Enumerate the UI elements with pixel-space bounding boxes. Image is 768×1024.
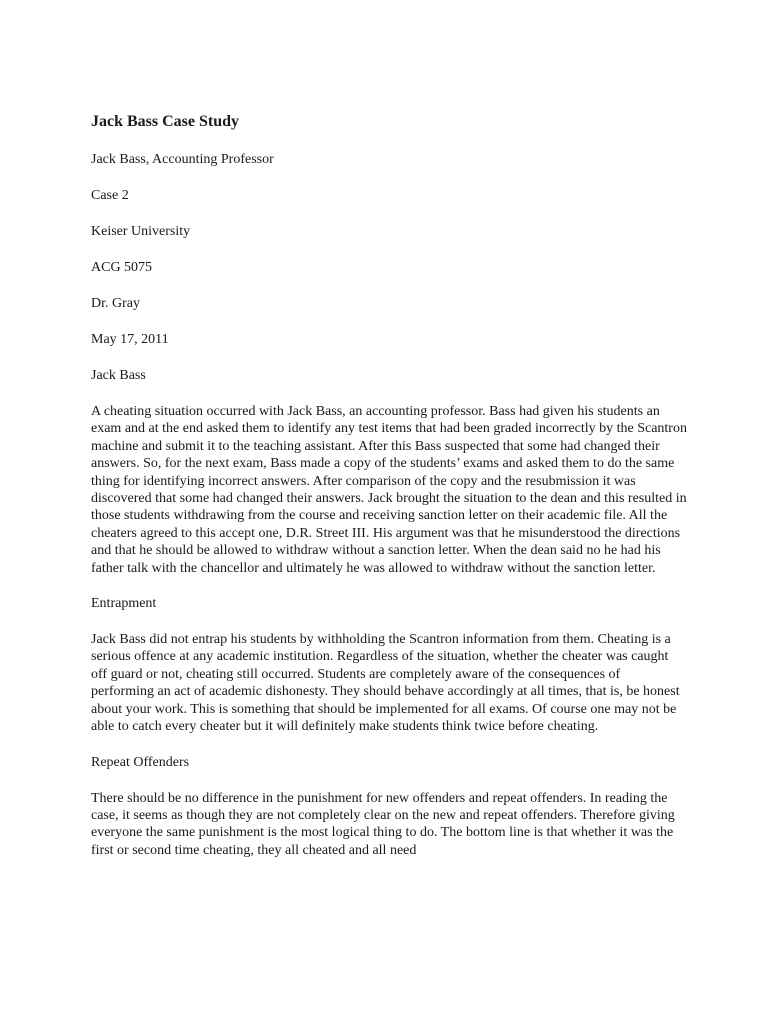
section-body-entrapment: Jack Bass did not entrap his students by withholding the Scantron information from them. Cheating is a serious offence at any academic institution. Regardless of the situation, whether the cheater was caught off guard or not, cheating still occurred. Students are completely aware of the consequences of performing an act of academic dishonesty. They should behave accordingly at all times, that is, be honest about your work. This is something that should be implemented for all exams. Of course one may not be able to catch every cheater but it will definitely make students think twice before cheating. [91,632,680,735]
document-title: Jack Bass Case Study [91,113,240,130]
author-line: Jack Bass, Accounting Professor [91,152,274,167]
section-body-repeat-offenders: There should be no difference in the punishment for new offenders and repeat offenders. In reading the case, it seems as though they are not completely clear on the new and repeat offenders. Therefore giving everyone the same punishment is the most logical thing to do. The bottom line is that whether it was the first or second time cheating, they all cheated and all need [91,790,675,858]
university-line: Keiser University [91,224,191,239]
case-line: Case 2 [91,188,129,203]
course-line: ACG 5075 [91,260,153,275]
document-body [91,112,691,877]
subject-line: Jack Bass [91,368,146,383]
intro-paragraph: A cheating situation occurred with Jack Bass, an accounting professor. Bass had given his students an exam and at the end asked them to identify any test items that had been graded incorrectly by the Scantron machine and submit it to the teaching assistant. After this Bass suspected that some had changed their answers. So, for the next exam, Bass made a copy of the students’ exams and asked them to do the same thing for identifying incorrect answers. After comparison of the copy and the resubmission it was discovered that some had changed their answers. Jack brought the situation to the dean and this resulted in those students withdrawing from the course and receiving sanction letter on their academic file. All the cheaters agreed to this accept one, D.R. Street III. His argument was that he misunderstood the directions and that he should be allowed to withdraw without a sanction letter. When the dean said no he had his father talk with the chancellor and ultimately he was allowed to withdraw without the sanction letter. [91,404,687,576]
section-heading-repeat-offenders: Repeat Offenders [91,754,190,770]
date-line: May 17, 2011 [91,332,169,347]
instructor-line: Dr. Gray [91,296,140,311]
section-heading-entrapment: Entrapment [91,596,157,612]
